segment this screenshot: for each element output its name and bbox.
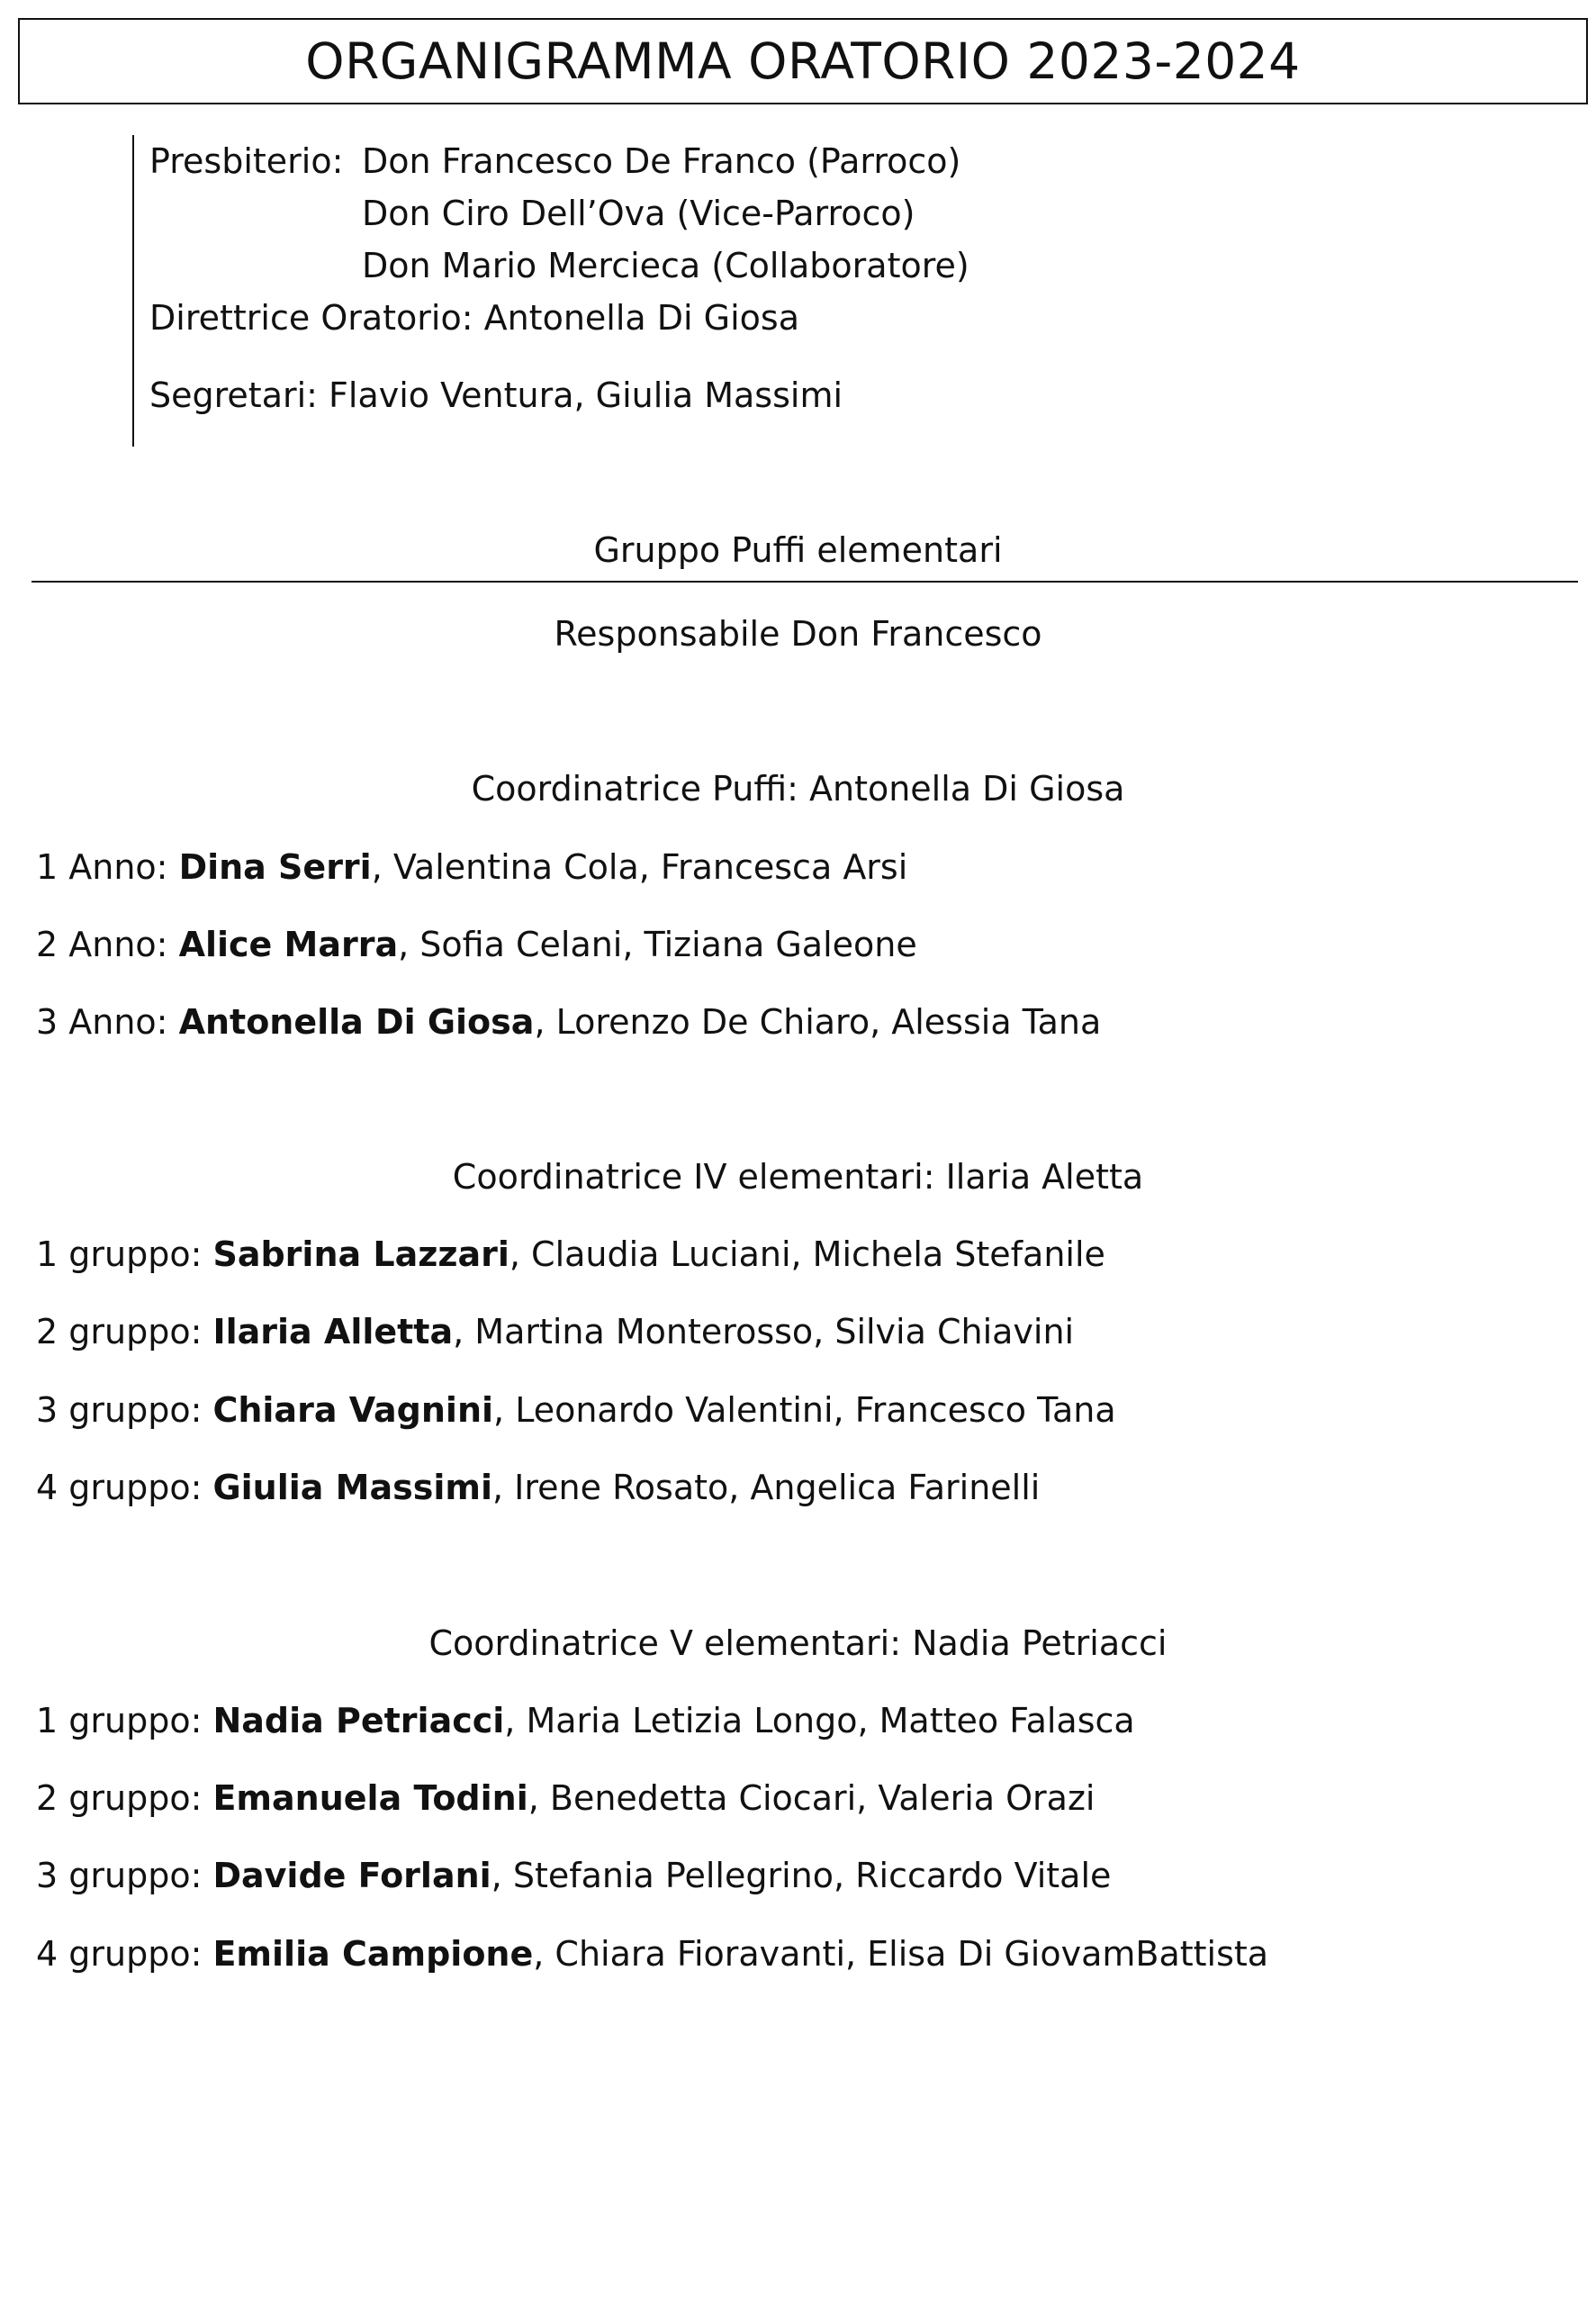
segretari: Segretari: Flavio Ventura, Giulia Massimi [149, 375, 843, 415]
priest-2: Don Ciro Dell’Ova (Vice-Parroco) [362, 194, 915, 233]
presbiterio-label: Presbiterio: [149, 141, 344, 181]
list-item: 1 gruppo: Nadia Petriacci, Maria Letizia Longo, Matteo Falasca [36, 1701, 1135, 1740]
direttrice: Direttrice Oratorio: Antonella Di Giosa [149, 298, 799, 338]
coordinator-v: Coordinatrice V elementari: Nadia Petriacci [428, 1623, 1168, 1663]
list-item: 1 Anno: Dina Serri, Valentina Cola, Francesca Arsi [36, 847, 908, 887]
responsabile: Responsabile Don Francesco [554, 614, 1042, 654]
page-title: ORGANIGRAMMA ORATORIO 2023-2024 [305, 32, 1301, 90]
list-item: 4 gruppo: Giulia Massimi, Irene Rosato, Angelica Farinelli [36, 1468, 1041, 1507]
divider [32, 581, 1578, 583]
list-item: 3 Anno: Antonella Di Giosa, Lorenzo De Chiaro, Alessia Tana [36, 1002, 1102, 1042]
list-item: 2 Anno: Alice Marra, Sofia Celani, Tiziana Galeone [36, 925, 917, 964]
coordinator-iv: Coordinatrice IV elementari: Ilaria Aletta [452, 1157, 1144, 1197]
title-box [18, 18, 1588, 104]
list-item: 1 gruppo: Sabrina Lazzari, Claudia Luciani, Michela Stefanile [36, 1234, 1105, 1274]
list-item: 2 gruppo: Emanuela Todini, Benedetta Ciocari, Valeria Orazi [36, 1778, 1096, 1818]
group-heading: Gruppo Puffi elementari [593, 530, 1003, 570]
list-item: 4 gruppo: Emilia Campione, Chiara Fioravanti, Elisa Di GiovamBattista [36, 1934, 1269, 1974]
coordinator-puffi: Coordinatrice Puffi: Antonella Di Giosa [471, 769, 1125, 809]
priest-1: Don Francesco De Franco (Parroco) [362, 141, 961, 181]
list-item: 3 gruppo: Davide Forlani, Stefania Pellegrino, Riccardo Vitale [36, 1856, 1112, 1895]
staff-bar [132, 135, 134, 447]
list-item: 2 gruppo: Ilaria Alletta, Martina Monterosso, Silvia Chiavini [36, 1312, 1075, 1351]
priest-3: Don Mario Mercieca (Collaboratore) [362, 246, 969, 285]
list-item: 3 gruppo: Chiara Vagnini, Leonardo Valentini, Francesco Tana [36, 1390, 1116, 1430]
